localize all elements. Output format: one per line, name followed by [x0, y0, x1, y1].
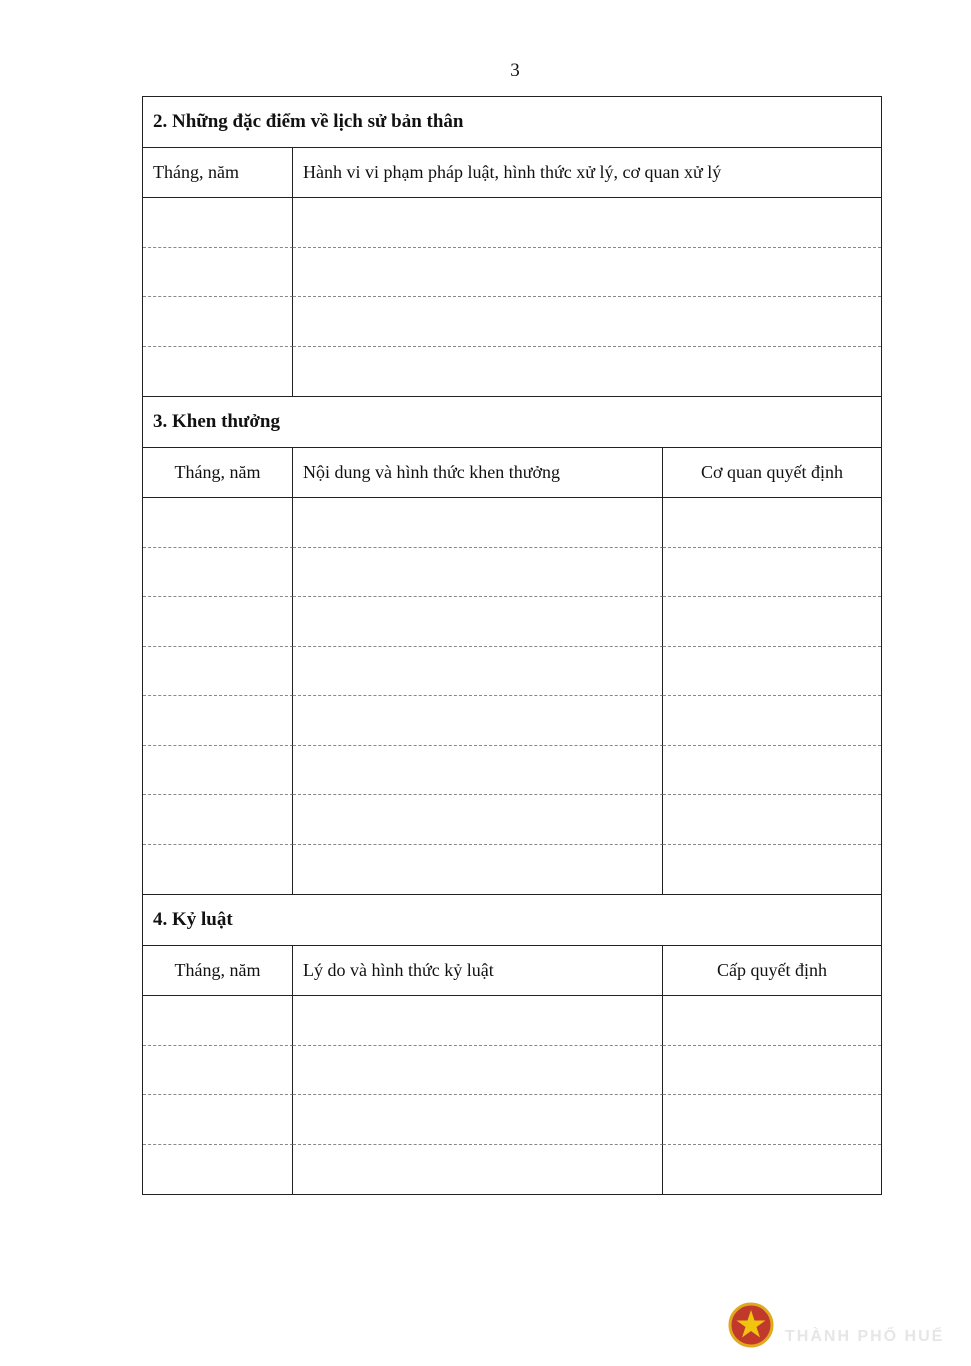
- column-header-month-year: Tháng, năm: [143, 946, 293, 996]
- discipline-reason-cell[interactable]: [293, 1095, 663, 1145]
- table-row: [143, 996, 881, 1046]
- table-row: [143, 597, 881, 647]
- violation-cell[interactable]: [293, 297, 881, 347]
- month-year-cell[interactable]: [143, 498, 293, 548]
- table-row: [143, 1046, 881, 1096]
- section-4-header: [143, 946, 881, 996]
- table-row: [143, 795, 881, 845]
- deciding-agency-cell[interactable]: [663, 845, 881, 895]
- table-row: [143, 198, 881, 248]
- column-header-month-year: Tháng, năm: [143, 448, 293, 498]
- reward-content-cell[interactable]: [293, 548, 663, 598]
- month-year-cell[interactable]: [143, 647, 293, 697]
- reward-content-cell[interactable]: [293, 498, 663, 548]
- month-year-cell[interactable]: [143, 548, 293, 598]
- column-header-discipline-reason: Lý do và hình thức kỷ luật: [293, 946, 663, 996]
- month-year-cell[interactable]: [143, 1095, 293, 1145]
- page-number: 3: [510, 60, 520, 81]
- deciding-level-cell[interactable]: [663, 996, 881, 1046]
- table-row: [143, 746, 881, 796]
- table-row: [143, 498, 881, 548]
- table-row: [143, 845, 881, 895]
- month-year-cell[interactable]: [143, 198, 293, 248]
- reward-content-cell[interactable]: [293, 696, 663, 746]
- month-year-cell[interactable]: [143, 1046, 293, 1096]
- month-year-cell[interactable]: [143, 845, 293, 895]
- deciding-agency-cell[interactable]: [663, 597, 881, 647]
- national-emblem-icon: [728, 1302, 774, 1348]
- reward-content-cell[interactable]: [293, 597, 663, 647]
- month-year-cell[interactable]: [143, 746, 293, 796]
- table-row: [143, 1095, 881, 1145]
- table-row: [143, 347, 881, 397]
- reward-content-cell[interactable]: [293, 845, 663, 895]
- month-year-cell[interactable]: [143, 1145, 293, 1195]
- reward-content-cell[interactable]: [293, 647, 663, 697]
- month-year-cell[interactable]: [143, 297, 293, 347]
- month-year-cell[interactable]: [143, 996, 293, 1046]
- table-row: [143, 248, 881, 298]
- discipline-reason-cell[interactable]: [293, 1145, 663, 1195]
- month-year-cell[interactable]: [143, 795, 293, 845]
- month-year-cell[interactable]: [143, 248, 293, 298]
- watermark-text: THÀNH PHỐ HUẾ: [785, 1328, 945, 1345]
- discipline-reason-cell[interactable]: [293, 996, 663, 1046]
- deciding-agency-cell[interactable]: [663, 696, 881, 746]
- month-year-cell[interactable]: [143, 347, 293, 397]
- column-header-deciding-agency: Cơ quan quyết định: [663, 448, 881, 498]
- reward-content-cell[interactable]: [293, 746, 663, 796]
- table-row: [143, 548, 881, 598]
- column-header-reward-content: Nội dung và hình thức khen thưởng: [293, 448, 663, 498]
- section-3-header: [143, 448, 881, 498]
- violation-cell[interactable]: [293, 347, 881, 397]
- history-form: [142, 96, 882, 1195]
- table-row: [143, 647, 881, 697]
- column-header-month-year: Tháng, năm: [143, 148, 293, 198]
- column-header-violations: Hành vi vi phạm pháp luật, hình thức xử lý, cơ quan xử lý: [293, 148, 881, 198]
- deciding-agency-cell[interactable]: [663, 647, 881, 697]
- table-row: [143, 696, 881, 746]
- deciding-level-cell[interactable]: [663, 1095, 881, 1145]
- discipline-reason-cell[interactable]: [293, 1046, 663, 1096]
- table-row: [143, 297, 881, 347]
- reward-content-cell[interactable]: [293, 795, 663, 845]
- section-3-title: 3. Khen thưởng: [143, 396, 881, 448]
- month-year-cell[interactable]: [143, 696, 293, 746]
- section-2-title: 2. Những đặc điểm về lịch sử bản thân: [143, 97, 881, 148]
- month-year-cell[interactable]: [143, 597, 293, 647]
- deciding-level-cell[interactable]: [663, 1046, 881, 1096]
- table-row: [143, 1145, 881, 1195]
- violation-cell[interactable]: [293, 198, 881, 248]
- deciding-agency-cell[interactable]: [663, 498, 881, 548]
- deciding-agency-cell[interactable]: [663, 795, 881, 845]
- section-4-title: 4. Kỷ luật: [143, 894, 881, 946]
- deciding-agency-cell[interactable]: [663, 548, 881, 598]
- column-header-deciding-level: Cấp quyết định: [663, 946, 881, 996]
- deciding-level-cell[interactable]: [663, 1145, 881, 1195]
- section-2-header: [143, 148, 881, 198]
- violation-cell[interactable]: [293, 248, 881, 298]
- deciding-agency-cell[interactable]: [663, 746, 881, 796]
